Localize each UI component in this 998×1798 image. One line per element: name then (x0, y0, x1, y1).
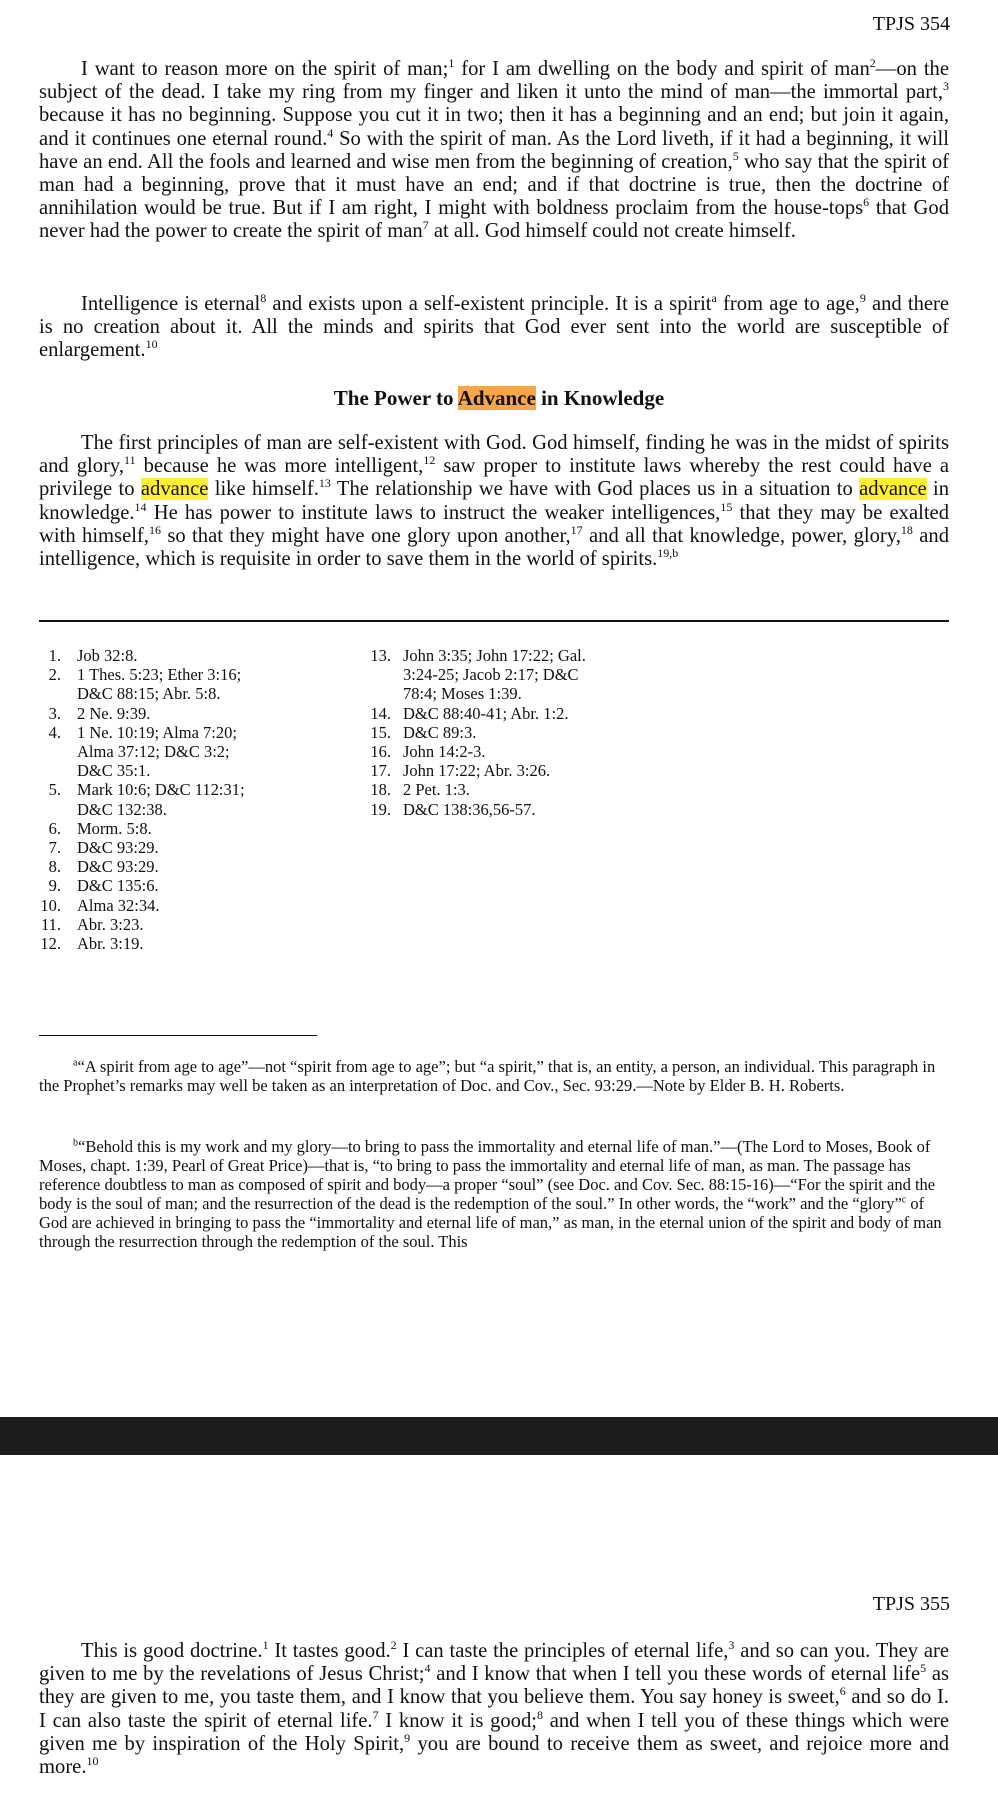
body-paragraph-3 (39, 432, 949, 571)
footnotes-right-column (363, 646, 693, 819)
footnote-text: D&C 88:40-41; Abr. 1:2. (403, 703, 569, 723)
footnote-marker: 5 (732, 148, 739, 163)
text-run: This is good doctrine. (81, 1640, 263, 1662)
footnote-marker: 19,b (657, 546, 679, 561)
footnote-text: D&C 93:29. (77, 857, 159, 877)
footnote-marker: 2 (390, 1638, 397, 1653)
highlighted-word: advance (140, 478, 209, 501)
footnote-marker: 5 (920, 1661, 927, 1676)
footnote-text: John 3:35; John 17:22; Gal. 3:24-25; Jacob 2:17; D&C 78:4; Moses 1:39. (403, 646, 586, 704)
footnote-marker: 16 (148, 522, 161, 537)
footnote-marker: 2 (869, 56, 876, 71)
text-run: and exists upon a self-existent principle. It is a spirit (266, 293, 712, 315)
footnote-marker: 18 (900, 522, 913, 537)
highlighted-word: advance (859, 478, 927, 501)
text-run: like himself. (208, 478, 319, 501)
text-run: I know it is good; (378, 1709, 537, 1732)
footnote-item (39, 780, 339, 818)
page-header-355: TPJS 355 (872, 1593, 950, 1615)
footnote-marker: 4 (424, 1661, 431, 1676)
text-run: It tastes good. (268, 1640, 391, 1662)
footnote-text: Morm. 5:8. (77, 818, 152, 838)
text-run: “Behold this is my work and my glory—to bring to pass the immortality and eternal life of man.”—(The Lord to Moses, Book of Moses, chapt. 1:39, Pearl of Great Price)—that is, “to bring to pass the immortality and eternal life of man, as man. The passage has reference doubtless to man as composed of spirit and body—a proper “soul” (see Doc. and Cov. Sec. 88:15-16)—“For the spirit and the body is the soul of man; and the resurrection of the dead is the redemption of the soul.” In other words, the “work” and the “glory” (39, 1137, 936, 1213)
footnote-text: Abr. 3:23. (77, 914, 144, 934)
text-run: so that they might have one glory upon another, (160, 524, 571, 547)
footnote-number: 11. (40, 914, 61, 934)
footnote-item (363, 704, 693, 723)
notes-divider (39, 1035, 317, 1036)
footnote-number: 16. (370, 742, 391, 762)
footnote-number: 2. (48, 665, 61, 685)
footnote-number: 7. (48, 838, 61, 858)
page-header-354: TPJS 354 (872, 13, 950, 35)
note-b (39, 1137, 949, 1251)
footnote-text: 1 Thes. 5:23; Ether 3:16; D&C 88:15; Abr. 5:8. (77, 665, 242, 704)
text-run: saw proper to institute laws whereby the rest could have a privilege to (39, 455, 950, 501)
footnote-marker: 17 (570, 522, 583, 537)
footnote-marker: 1 (448, 56, 455, 71)
text-run: and all that knowledge, power, glory, (582, 524, 901, 547)
footnote-marker: 3 (728, 1638, 735, 1653)
footnote-marker: 14 (134, 499, 147, 514)
footnote-number: 6. (48, 818, 61, 838)
text-run: and intelligence, which is requisite in order to save them in the world of spirits. (39, 524, 949, 571)
body-paragraph-2 (39, 293, 949, 363)
footnote-divider (39, 620, 949, 622)
text-run: that God never had the power to create the spirit of man (39, 197, 949, 243)
text-run: “A spirit from age to age”—not “spirit from age to age”; but “a spirit,” that is, an entity, a person, an individual. This paragraph in the Prophet’s remarks may well be taken as an interpretation of Doc. and Cov., Sec. 93:29.—Note by Elder B. H. Roberts. (39, 1057, 936, 1095)
text-run: The first principles of man are self-existent with God. God himself, finding he was in the midst of spirits and glory, (39, 432, 949, 478)
footnote-item (39, 857, 339, 876)
footnote-number: 3. (48, 703, 61, 723)
footnote-text: Abr. 3:19. (77, 934, 144, 954)
text-run: as they are given to me, you taste them, and I know that you believe them. You say honey is sweet, (39, 1663, 949, 1709)
footnote-number: 8. (48, 857, 61, 877)
footnote-marker: 10 (145, 337, 158, 352)
footnote-item (39, 665, 339, 703)
footnote-marker: 13 (318, 476, 331, 491)
footnote-text: D&C 89:3. (403, 722, 477, 742)
text-run: The relationship we have with God places us in a situation to (330, 478, 860, 501)
footnote-marker: 7 (422, 218, 429, 233)
text-run: and so can you. They are given to me by the revelations of Jesus Christ; (39, 1640, 949, 1686)
footnote-marker: 12 (423, 453, 436, 468)
page-separator-band (0, 1417, 998, 1455)
footnote-text: 2 Pet. 1:3. (403, 780, 470, 800)
text-run: Intelligence is eternal (81, 293, 261, 315)
text-run: and I know that when I tell you these words of eternal life (430, 1663, 921, 1686)
footnote-marker: 6 (863, 195, 870, 210)
footnote-item (39, 704, 339, 723)
text-run: for I am dwelling on the body and spirit of man (454, 58, 870, 80)
footnote-number: 13. (370, 646, 391, 665)
footnote-number: 5. (48, 780, 61, 800)
footnote-marker: 7 (372, 1707, 379, 1722)
footnote-item (39, 723, 339, 781)
footnote-number: 15. (370, 722, 391, 742)
footnote-text: Mark 10:6; D&C 112:31; D&C 132:38. (77, 780, 245, 819)
footnote-number: 17. (370, 761, 391, 781)
text-run: because he was more intelligent, (135, 455, 424, 478)
footnote-number: 12. (40, 934, 61, 954)
footnote-number: 10. (40, 895, 61, 915)
text-run: because it has no beginning. Suppose you cut it in two; then it has a beginning and an end; but join it again, and it continues one eternal round. (39, 104, 949, 150)
footnote-item (363, 761, 693, 780)
text-run: So with the spirit of man. As the Lord liveth, if it had a beginning, it will have an end. All the fools and learned and wise men from the beginning of creation, (39, 127, 949, 173)
footnote-item (39, 896, 339, 915)
footnote-marker: 6 (839, 1684, 846, 1699)
footnote-marker: a (711, 291, 717, 306)
text-run: —on the subject of the dead. I take my ring from my finger and liken it unto the mind of man—the immortal part, (39, 58, 949, 104)
text-run: in Knowledge (535, 386, 665, 410)
footnote-text: 2 Ne. 9:39. (77, 703, 151, 723)
text-run: I can taste the principles of eternal life, (396, 1640, 729, 1662)
footnote-marker: 4 (327, 125, 334, 140)
footnote-text: Alma 32:34. (77, 895, 160, 915)
body-paragraph-4 (39, 1640, 949, 1779)
footnote-item (363, 780, 693, 799)
text-run: I want to reason more on the spirit of man; (81, 58, 449, 80)
text-run: from age to age, (716, 293, 860, 315)
footnote-marker: c (901, 1194, 907, 1206)
text-run: and when I tell you of these things which were given me by inspiration of the Holy Spirit, (39, 1709, 949, 1755)
text-run: The Power to (333, 386, 458, 410)
text-run: and there is no creation about it. All the minds and spirits that God ever sent into the world are susceptible of enlargement. (39, 293, 950, 362)
footnote-marker: 9 (404, 1730, 411, 1745)
footnote-item (39, 838, 339, 857)
footnote-text: D&C 135:6. (77, 876, 159, 896)
footnote-marker: 1 (262, 1638, 269, 1653)
text-run: of God are achieved in bringing to pass the “immortality and eternal life of man,” as man, in the eternal union of the spirit and body of man through the resurrection through the redemption of the soul. This (39, 1194, 942, 1251)
footnotes-left-column (39, 646, 339, 953)
body-paragraph-1 (39, 58, 949, 244)
footnote-item (363, 742, 693, 761)
footnote-item (39, 876, 339, 895)
footnote-text: D&C 138:36,56-57. (403, 799, 536, 819)
footnote-marker: 8 (537, 1707, 543, 1722)
footnote-number: 19. (370, 799, 391, 819)
footnote-marker: b (73, 1137, 78, 1149)
footnote-item (363, 800, 693, 819)
footnote-number: 1. (48, 646, 61, 665)
text-run: you are bound to receive them as sweet, and rejoice more and more. (39, 1732, 949, 1779)
highlighted-word-active: Advance (457, 386, 536, 410)
text-run: that they may be exalted with himself, (39, 501, 949, 547)
text-run: at all. God himself could not create himself. (428, 220, 796, 243)
footnote-number: 14. (370, 703, 391, 723)
footnote-number: 9. (48, 876, 61, 896)
footnote-item (39, 646, 339, 665)
footnote-marker: 3 (943, 79, 949, 94)
footnote-number: 4. (48, 722, 61, 742)
footnote-marker: a (73, 1057, 78, 1069)
footnote-item (39, 934, 339, 953)
footnote-marker: 8 (260, 291, 267, 306)
note-a (39, 1057, 949, 1095)
footnote-item (363, 723, 693, 742)
footnote-marker: 9 (859, 291, 866, 306)
footnote-item (39, 819, 339, 838)
footnote-text: John 14:2-3. (403, 742, 486, 762)
footnote-text: Job 32:8. (77, 646, 138, 665)
footnote-marker: 10 (86, 1754, 99, 1769)
text-run: He has power to institute laws to instruct the weaker intelligences, (146, 501, 721, 524)
footnote-text: D&C 93:29. (77, 838, 159, 858)
text-run: and so do I. I can also taste the spirit of eternal life. (39, 1686, 949, 1732)
text-run: who say that the spirit of man had a beginning, prove that it must have an end; and if that doctrine is true, then the doctrine of annihilation would be true. But if I am right, I might with boldness proclaim from the house-tops (39, 150, 950, 220)
footnote-item (363, 646, 693, 704)
footnote-item (39, 915, 339, 934)
footnote-text: 1 Ne. 10:19; Alma 7:20; Alma 37:12; D&C 3:2; D&C 35:1. (77, 722, 237, 781)
footnote-text: John 17:22; Abr. 3:26. (403, 761, 551, 781)
footnote-marker: 15 (720, 499, 733, 514)
section-heading (0, 386, 998, 410)
footnote-number: 18. (370, 780, 391, 800)
text-run: in knowledge. (39, 478, 949, 524)
footnote-marker: 11 (124, 453, 136, 468)
